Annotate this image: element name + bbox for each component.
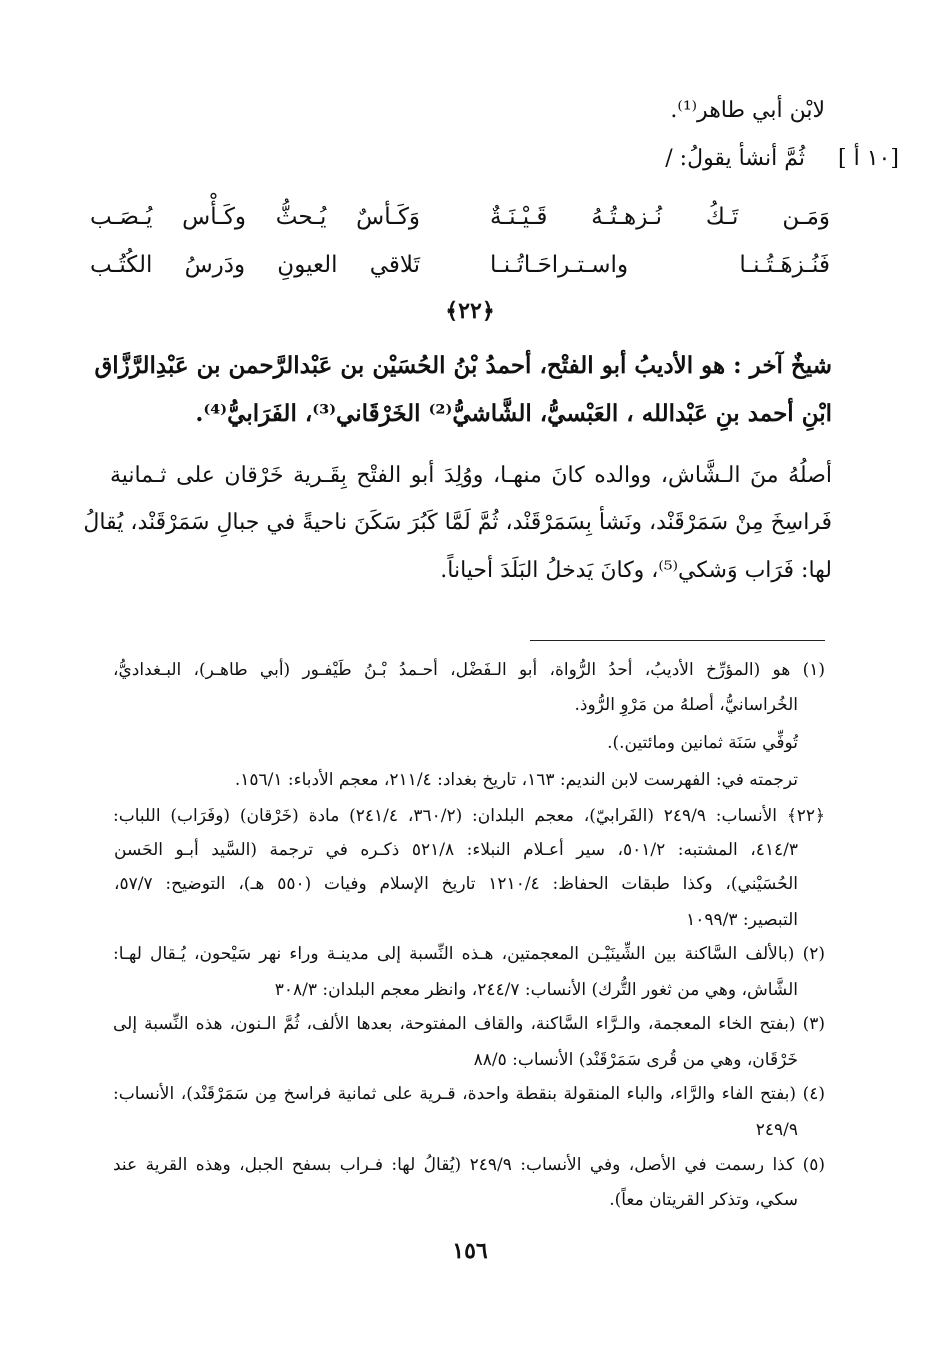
footnote-line: ترجمته في: الفهرست لابن النديم: ١٦٣، تاريخ بغداد: ٢١١/٤، معجم الأدباء: ١٥٦/١. bbox=[234, 770, 798, 790]
footnote-line: ٢٤٩/٩ bbox=[755, 1120, 798, 1140]
footnote-line: خَرْقَان، وهي من قُرى سَمَرْقَنْد) الأنساب: ٨٨/٥ bbox=[473, 1050, 798, 1070]
footnote-line: الحُسَيْني)، وكذا طبقات الحفاظ: ١٢١٠/٤ تاريخ الإسلام وفيات (٥٥٠ هـ)، التوضيح: ٥٧/٧، bbox=[114, 874, 799, 894]
footnote-line: سكي، وتذكر القريتان معاً). bbox=[609, 1190, 798, 1210]
footnote-line: ﴿٢٢﴾ الأنساب: ٢٤٩/٩ (الفَرابيّ)، معجم البلدان: (٣٦٠/٢، ٢٤١/٤) مادة (خَرْقان) (وفَرَاب) اللباب: bbox=[113, 806, 826, 826]
body-line: لها: فَرَاب وَشكي⁽⁵⁾، وكانَ يَدخلُ البَلَدَ أحياناً. bbox=[440, 558, 832, 583]
footnote-line: (٢) (بالألف السَّاكنة بين الشِّينَيْـن المعجمتين، هـذه النِّسبة إلى مدينـة وراء نهر سَيْحون، يُـقال لهـا: bbox=[113, 944, 825, 964]
footnote-line: (١) هو (المؤرِّخ الأديبُ، أحدُ الرُّواة، أبو الـفَضْل، أحـمدُ بْـنُ طَيْفـور (أبي طاهـر)، البـغداديُّ، bbox=[113, 660, 825, 680]
verse-line bbox=[80, 252, 830, 292]
entry-number: ﴿٢٢﴾ bbox=[445, 298, 495, 324]
entry-heading-line: شيخٌ آخر : هو الأديبُ أبو الفتْح، أحمدُ بْنُ الحُسَيْن بن عَبْدالرَّحمن بن عَبْدِالرَّزَّاق bbox=[94, 352, 832, 379]
verse-hemistich-first: فَنُـزهَـتُـنـا واسـتـراحَـاتُـنـا bbox=[490, 252, 830, 278]
footnote-line: الشَّاش، وهي من ثغور التُّرك) الأنساب: ٢٤٤/٧، وانظر معجم البلدان: ٣٠٨/٣ bbox=[274, 980, 798, 1000]
folio-marker: [ ١٠ أ] bbox=[838, 146, 899, 171]
footnote-line: التبصير: ١٠٩٩/٣ bbox=[686, 910, 798, 930]
footnote-line: ٤١٤/٣، المشتبه: ٥٠١/٢، سير أعـلام النبلاء: ٥٢١/٨ ذكـره في ترجمة (السَّيد أبـو الحَسن bbox=[114, 840, 798, 860]
intro-line: لابْن أبي طاهر⁽¹⁾. bbox=[670, 98, 825, 123]
verse-hemistich-second: تَلاقي العيونِ ودَرسُ الكُتُـب bbox=[90, 252, 420, 278]
footnote-divider bbox=[530, 640, 825, 641]
verse-hemistich-second: وَكَـأسٌ يُـحثُّ وكَـأْس يُـصَـب bbox=[90, 204, 420, 230]
page-number: ١٥٦ bbox=[452, 1238, 488, 1264]
footnote-line: الخُراسانيُّ، أصلهُ من مَرْوِ الرُّوذ. bbox=[574, 695, 798, 715]
verse-intro-line: ثُمَّ أنشأ يقولُ: / bbox=[665, 146, 805, 171]
body-line: أصلُهُ منَ الـشَّاش، ووالده كانَ منهـا، ووُلِدَ أبو الفتْح بِقَـرية خَرْقان على ثـمانية bbox=[110, 463, 832, 488]
verse-hemistich-first: وَمَـن تَـكُ نُـزهـتُـهُ قَـيْـنَـةٌ bbox=[490, 204, 830, 230]
footnote-line: (٤) (بفتح الفاء والرَّاء، والباء المنقولة بنقطة واحدة، قـرية على ثمانية فراسخ مِن سَمَرْقَنْد)، الأنساب: bbox=[113, 1084, 825, 1104]
footnote-line: (٥) كذا رسمت في الأصل، وفي الأنساب: ٢٤٩/٩ (يُقالُ لها: فـراب بسفح الجبل، وهذه القرية عند bbox=[113, 1155, 825, 1175]
footnote-line: تُوفِّي سَنَة ثمانين ومائتين.). bbox=[607, 733, 798, 753]
footnote-line: (٣) (بفتح الخاء المعجمة، والـرَّاء السَّاكنة، والقاف المفتوحة، بعدها الألف، ثُمَّ الـنون، هذه النِّسبة إلى bbox=[113, 1014, 825, 1034]
verse-line bbox=[80, 204, 830, 244]
entry-heading-line: ابْنِ أحمد بنِ عَبْدالله ، العَبْسيُّ، الشَّاشيُّ⁽²⁾ الخَرْقَاني⁽³⁾، الفَرَابيُّ⁽⁴⁾. bbox=[195, 400, 832, 427]
body-line: فَراسِخَ مِنْ سَمَرْقَنْد، ونَشأ بِسَمَرْقَنْد، ثُمَّ لَمَّا كَبُرَ سَكَنَ ناحيةً في جبالِ سَمَرْقَنْد، يُقالُ bbox=[83, 510, 832, 535]
